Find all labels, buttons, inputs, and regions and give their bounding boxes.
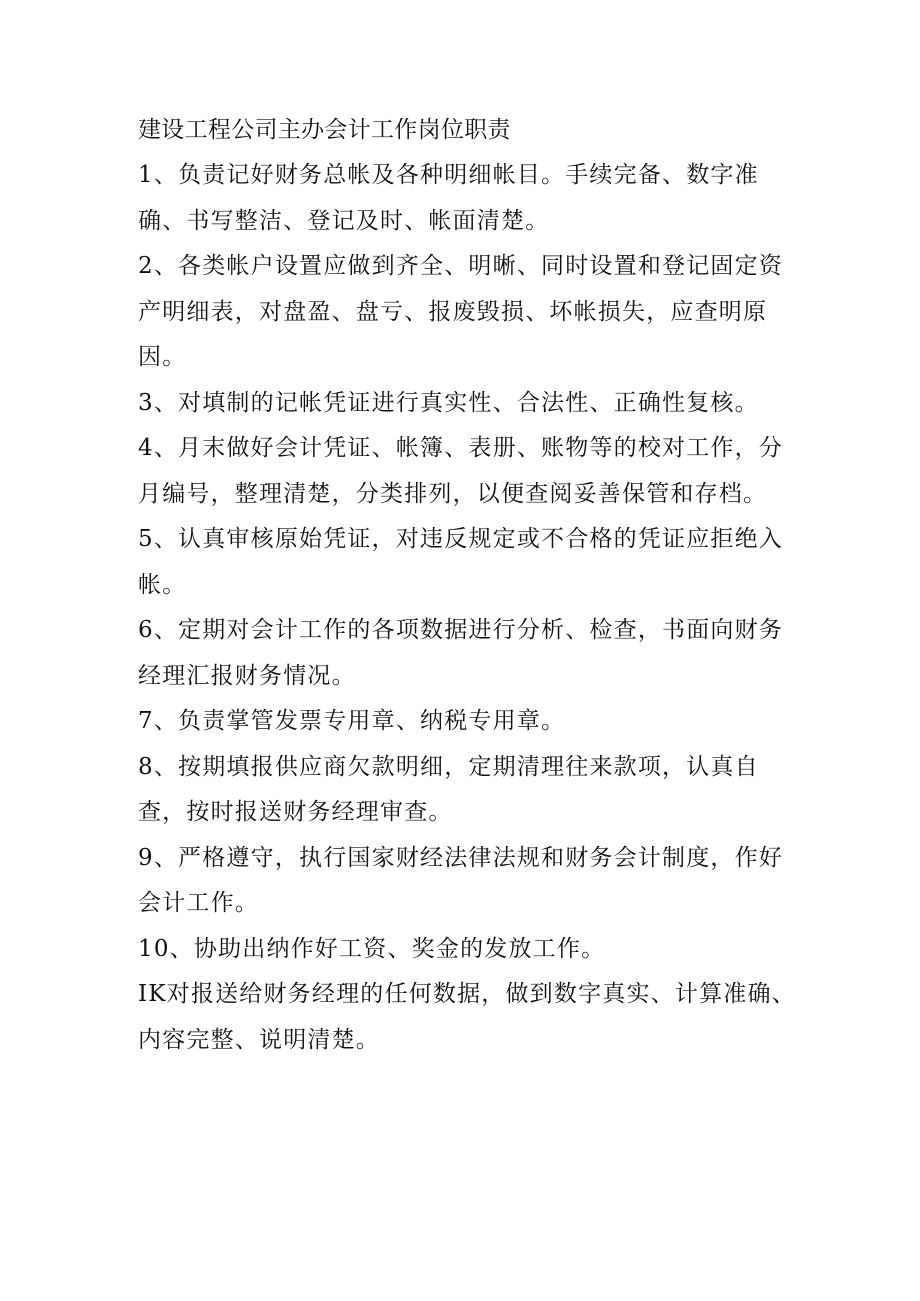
duty-item-4: 4、月末做好会计凭证、帐簿、表册、账物等的校对工作，分月编号，整理清楚，分类排列，以便查阅妥善保管和存档。 [138, 435, 784, 507]
duty-item-10: 10、协助出纳作好工资、奖金的发放工作。 [138, 935, 606, 962]
duty-item-8: 8、按期填报供应商欠款明细，定期清理往来款项，认真自查，按时报送财务经理审查。 [138, 753, 759, 825]
document-body [138, 108, 798, 1063]
duty-item-11: IK对报送给财务经理的任何数据，做到数字真实、计算准确、内容完整、说明清楚。 [138, 981, 796, 1053]
duty-item-5: 5、认真审核原始凭证，对违反规定或不合格的凭证应拒绝入帐。 [138, 526, 784, 598]
duty-item-3: 3、对填制的记帐凭证进行真实性、合法性、正确性复核。 [138, 389, 759, 416]
duty-item-1: 1、负责记好财务总帐及各种明细帐目。手续完备、数字准确、书写整洁、登记及时、帐面清楚。 [138, 162, 759, 234]
duty-item-7: 7、负责掌管发票专用章、纳税专用章。 [138, 708, 566, 734]
duty-item-9: 9、严格遵守，执行国家财经法律法规和财务会计制度，作好会计工作。 [138, 844, 784, 916]
document-title: 建设工程公司主办会计工作岗位职责 [138, 117, 511, 143]
duty-item-2: 2、各类帐户设置应做到齐全、明晰、同时设置和登记固定资产明细表，对盘盈、盘亏、报废毁损、坏帐损失，应查明原因。 [138, 253, 784, 370]
duty-item-6: 6、定期对会计工作的各项数据进行分析、检查，书面向财务经理汇报财务情况。 [138, 617, 784, 689]
